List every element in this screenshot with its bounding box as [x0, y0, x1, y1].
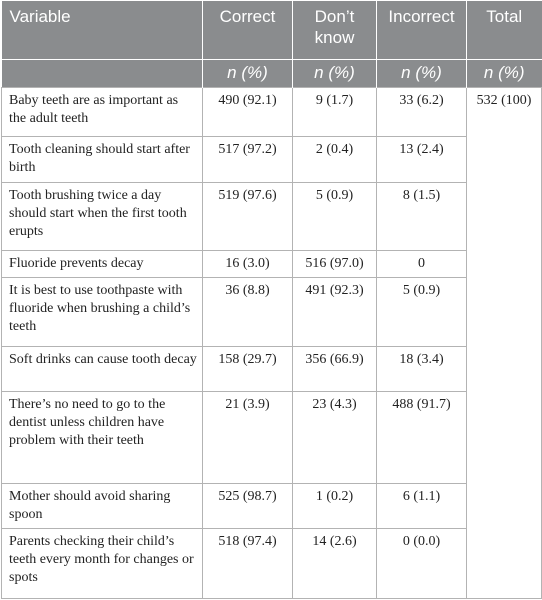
cell-incorrect: 18 (3.4) — [377, 346, 467, 392]
unit-label: n (%) — [293, 60, 377, 88]
cell-incorrect: 0 — [377, 251, 467, 278]
header-row — [2, 1, 542, 60]
cell-incorrect: 13 (2.4) — [377, 136, 467, 182]
table-row — [2, 136, 542, 182]
cell-correct: 21 (3.9) — [203, 392, 293, 483]
unit-label: n (%) — [377, 60, 467, 88]
header-correct: Correct — [203, 1, 293, 60]
cell-variable: Soft drinks can cause tooth decay — [2, 346, 203, 392]
table-row — [2, 182, 542, 251]
cell-dont-know: 491 (92.3) — [293, 278, 377, 347]
cell-dont-know: 1 (0.2) — [293, 483, 377, 529]
unit-row — [2, 60, 542, 88]
cell-correct: 525 (98.7) — [203, 483, 293, 529]
cell-incorrect: 5 (0.9) — [377, 278, 467, 347]
table-row — [2, 278, 542, 347]
table-row — [2, 392, 542, 483]
knowledge-table — [1, 1, 542, 599]
cell-dont-know: 5 (0.9) — [293, 182, 377, 251]
table-row — [2, 346, 542, 392]
header-total: Total — [467, 1, 542, 60]
cell-dont-know: 14 (2.6) — [293, 529, 377, 599]
table-row — [2, 483, 542, 529]
cell-dont-know: 356 (66.9) — [293, 346, 377, 392]
table-body — [2, 88, 542, 599]
table-row — [2, 88, 542, 137]
cell-incorrect: 8 (1.5) — [377, 182, 467, 251]
header-dont-know: Don’t know — [293, 1, 377, 60]
cell-variable: It is best to use toothpaste with fluoride when brushing a child’s teeth — [2, 278, 203, 347]
cell-variable: Mother should avoid sharing spoon — [2, 483, 203, 529]
cell-correct: 517 (97.2) — [203, 136, 293, 182]
cell-correct: 490 (92.1) — [203, 88, 293, 137]
unit-label: n (%) — [203, 60, 293, 88]
cell-incorrect: 488 (91.7) — [377, 392, 467, 483]
cell-dont-know: 516 (97.0) — [293, 251, 377, 278]
cell-variable: Baby teeth are as important as the adult teeth — [2, 88, 203, 137]
cell-correct: 36 (8.8) — [203, 278, 293, 347]
cell-total: 532 (100) — [467, 88, 542, 599]
cell-dont-know: 9 (1.7) — [293, 88, 377, 137]
header-incorrect: Incorrect — [377, 1, 467, 60]
cell-dont-know: 2 (0.4) — [293, 136, 377, 182]
cell-incorrect: 33 (6.2) — [377, 88, 467, 137]
header-variable: Variable — [2, 1, 203, 60]
cell-incorrect: 0 (0.0) — [377, 529, 467, 599]
unit-label: n (%) — [467, 60, 542, 88]
cell-correct: 16 (3.0) — [203, 251, 293, 278]
cell-variable: Tooth brushing twice a day should start when the first tooth erupts — [2, 182, 203, 251]
table-header — [2, 1, 542, 88]
unit-blank — [2, 60, 203, 88]
cell-correct: 519 (97.6) — [203, 182, 293, 251]
cell-correct: 158 (29.7) — [203, 346, 293, 392]
cell-variable: Parents checking their child’s teeth every month for changes or spots — [2, 529, 203, 599]
table-row — [2, 529, 542, 599]
cell-dont-know: 23 (4.3) — [293, 392, 377, 483]
cell-variable: Fluoride prevents decay — [2, 251, 203, 278]
table-row — [2, 251, 542, 278]
cell-correct: 518 (97.4) — [203, 529, 293, 599]
cell-variable: Tooth cleaning should start after birth — [2, 136, 203, 182]
cell-incorrect: 6 (1.1) — [377, 483, 467, 529]
cell-variable: There’s no need to go to the dentist unless children have problem with their teeth — [2, 392, 203, 483]
